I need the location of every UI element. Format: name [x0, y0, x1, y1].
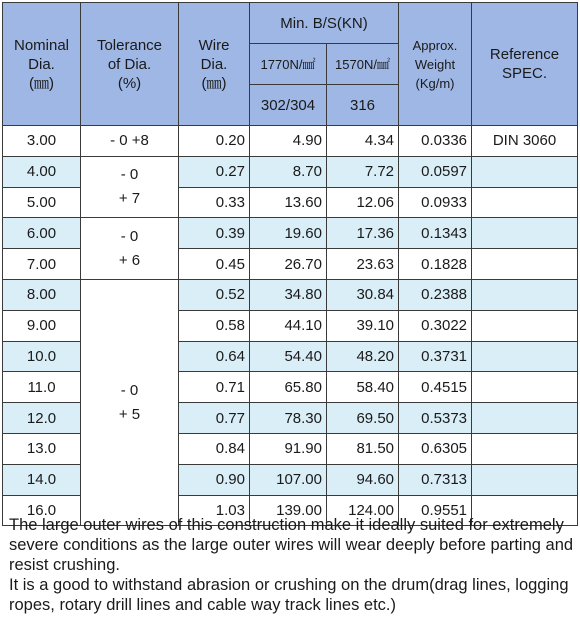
cell-weight: 0.3022: [399, 310, 472, 341]
header-material-316: 316: [327, 85, 399, 126]
cell-weight: 0.6305: [399, 433, 472, 464]
cell-wire-dia: 0.58: [179, 310, 250, 341]
cell-wire-dia: 0.33: [179, 187, 250, 218]
cell-nominal-dia: 8.00: [3, 279, 81, 310]
cell-weight: 0.0336: [399, 126, 472, 157]
cell-bs-1570: 23.63: [327, 249, 399, 280]
description-text: [9, 515, 577, 615]
cell-nominal-dia: 5.00: [3, 187, 81, 218]
cell-tolerance: - 0 +8: [81, 126, 179, 157]
cell-bs-1770: 4.90: [250, 126, 327, 157]
header-grade-1770: 1770N/㎟: [250, 44, 327, 85]
cell-bs-1570: 7.72: [327, 156, 399, 187]
cell-bs-1770: 26.70: [250, 249, 327, 280]
header-nominal-dia: Nominal Dia. (㎜): [3, 3, 81, 126]
header-material-302-304: 302/304: [250, 85, 327, 126]
cell-wire-dia: 0.77: [179, 403, 250, 434]
cell-bs-1770: 91.90: [250, 433, 327, 464]
cell-weight: 0.7313: [399, 464, 472, 495]
cell-weight: 0.2388: [399, 279, 472, 310]
cell-weight: 0.3731: [399, 341, 472, 372]
cell-bs-1570: 58.40: [327, 372, 399, 403]
cell-reference: [472, 249, 578, 280]
cell-reference: [472, 403, 578, 434]
description-paragraph: The large outer wires of this construction make it ideally suited for extremely severe conditions as the large outer wires will wear deeply before parting and resist crushing.: [9, 516, 574, 574]
cell-wire-dia: 0.45: [179, 249, 250, 280]
cell-reference: [472, 341, 578, 372]
header-min-breaking-strength: Min. B/S(KN): [250, 3, 399, 44]
cell-weight: 0.1828: [399, 249, 472, 280]
cell-bs-1770: 19.60: [250, 218, 327, 249]
cell-nominal-dia: 6.00: [3, 218, 81, 249]
cell-nominal-dia: 3.00: [3, 126, 81, 157]
cell-wire-dia: 0.39: [179, 218, 250, 249]
cell-bs-1570: 17.36: [327, 218, 399, 249]
header-wire-dia: Wire Dia. (㎜): [179, 3, 250, 126]
cell-nominal-dia: 16.0: [3, 495, 81, 526]
cell-wire-dia: 0.20: [179, 126, 250, 157]
cell-bs-1770: 13.60: [250, 187, 327, 218]
cell-nominal-dia: 10.0: [3, 341, 81, 372]
cell-bs-1770: 54.40: [250, 341, 327, 372]
cell-reference: [472, 218, 578, 249]
cell-bs-1570: 94.60: [327, 464, 399, 495]
cell-reference: [472, 279, 578, 310]
header-reference-spec: Reference SPEC.: [472, 3, 578, 126]
header-grade-1570: 1570N/㎟: [327, 44, 399, 85]
cell-tolerance: - 0 + 7: [81, 156, 179, 218]
cell-weight: 0.0933: [399, 187, 472, 218]
cell-reference: [472, 156, 578, 187]
cell-nominal-dia: 9.00: [3, 310, 81, 341]
cell-nominal-dia: 11.0: [3, 372, 81, 403]
cell-bs-1570: 12.06: [327, 187, 399, 218]
cell-reference: [472, 310, 578, 341]
cell-wire-dia: 0.27: [179, 156, 250, 187]
cell-nominal-dia: 14.0: [3, 464, 81, 495]
cell-reference: DIN 3060: [472, 126, 578, 157]
cell-bs-1570: 124.00: [327, 495, 399, 526]
cell-bs-1770: 34.80: [250, 279, 327, 310]
cell-bs-1570: 69.50: [327, 403, 399, 434]
cell-weight: 0.9551: [399, 495, 472, 526]
cell-wire-dia: 0.71: [179, 372, 250, 403]
cell-reference: [472, 464, 578, 495]
cell-reference: [472, 187, 578, 218]
cell-bs-1570: 30.84: [327, 279, 399, 310]
cell-nominal-dia: 4.00: [3, 156, 81, 187]
cell-wire-dia: 0.90: [179, 464, 250, 495]
cell-weight: 0.0597: [399, 156, 472, 187]
cell-bs-1770: 65.80: [250, 372, 327, 403]
cell-bs-1570: 4.34: [327, 126, 399, 157]
cell-bs-1770: 107.00: [250, 464, 327, 495]
description-paragraph: It is a good to withstand abrasion or crushing on the drum(drag lines, logging ropes, rotary drill lines and cable way track lines etc.): [9, 576, 569, 614]
cell-bs-1570: 48.20: [327, 341, 399, 372]
cell-nominal-dia: 7.00: [3, 249, 81, 280]
cell-weight: 0.4515: [399, 372, 472, 403]
cell-bs-1570: 39.10: [327, 310, 399, 341]
header-tolerance: Tolerance of Dia. (%): [81, 3, 179, 126]
table-header: [3, 3, 578, 126]
cell-bs-1570: 81.50: [327, 433, 399, 464]
cell-wire-dia: 0.52: [179, 279, 250, 310]
cell-nominal-dia: 12.0: [3, 403, 81, 434]
cell-bs-1770: 8.70: [250, 156, 327, 187]
header-approx-weight: Approx. Weight (Kg/m): [399, 3, 472, 126]
cell-wire-dia: 0.64: [179, 341, 250, 372]
cell-reference: [472, 372, 578, 403]
cell-nominal-dia: 13.0: [3, 433, 81, 464]
cell-tolerance: - 0 + 5: [81, 279, 179, 525]
cell-reference: [472, 433, 578, 464]
cell-tolerance: - 0 + 6: [81, 218, 179, 280]
cell-bs-1770: 44.10: [250, 310, 327, 341]
cell-wire-dia: 0.84: [179, 433, 250, 464]
wire-rope-spec-table: [2, 2, 578, 526]
cell-weight: 0.5373: [399, 403, 472, 434]
cell-weight: 0.1343: [399, 218, 472, 249]
cell-bs-1770: 139.00: [250, 495, 327, 526]
cell-bs-1770: 78.30: [250, 403, 327, 434]
cell-wire-dia: 1.03: [179, 495, 250, 526]
